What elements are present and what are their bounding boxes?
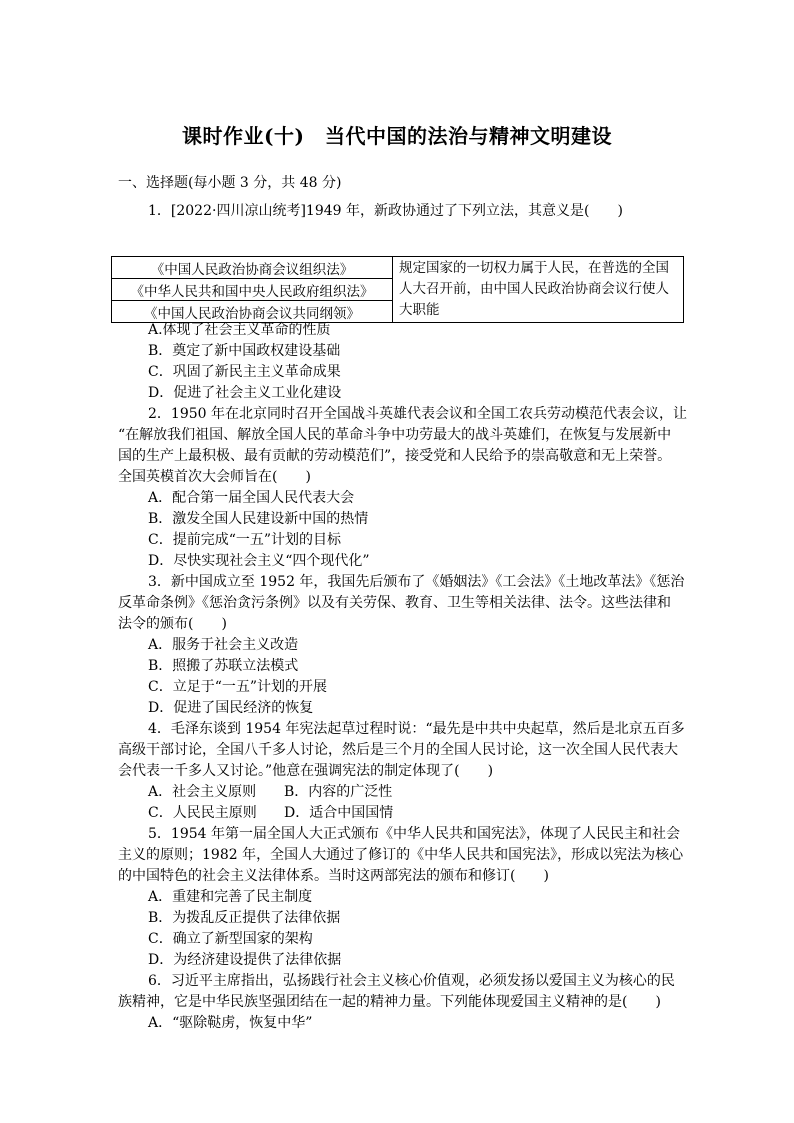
option-d: D．促进了社会主义工业化建设 (148, 385, 342, 401)
option-d: D．适合中国国情 (284, 805, 394, 821)
option-a: A．服务于社会主义改造 (148, 637, 299, 653)
question-4-line: 会代表一千多人又讨论。”他意在强调宪法的制定体现了( ) (118, 763, 494, 779)
significance-cell (393, 257, 684, 323)
question-2-line: 2．1950 年在北京同时召开全国战斗英雄代表会议和全国工农兵劳动模范代表会议，让 (148, 406, 687, 422)
option-c: C．立足于“一五”计划的开展 (148, 679, 328, 695)
question-2-line: 国的生产上最积极、最有贡献的劳动模范们”，接受党和人民给予的崇高敬意和无上荣誉。 (118, 448, 672, 464)
question-3-line: 法令的颁布( ) (118, 616, 227, 632)
option-a: A．“驱除鞑虏，恢复中华” (148, 1015, 313, 1031)
option-b: B．内容的广泛性 (284, 784, 393, 800)
option-b: B．激发全国人民建设新中国的热情 (148, 511, 369, 527)
question-3-line: 3．新中国成立至 1952 年，我国先后颁布了《婚姻法》《工会法》《土地改革法》《惩治 (148, 574, 685, 590)
question-5-line: 5．1954 年第一届全国人大正式颁布《中华人民共和国宪法》，体现了人民民主和社会 (148, 826, 680, 842)
question-5-line: 的中国特色的社会主义法律体系。当时这两部宪法的颁布和修订( ) (118, 868, 549, 884)
question-3-line: 反革命条例》《惩治贪污条例》以及有关劳保、教育、卫生等相关法律、法令。这些法律和 (118, 595, 671, 611)
option-b: B．奠定了新中国政权建设基础 (148, 343, 341, 359)
desc-line: 人大召开前，由中国人民政治协商会议行使人 (399, 281, 669, 297)
question-1-stem: 1．[2022·四川凉山统考]1949 年，新政协通过了下列立法，其意义是( ) (148, 203, 623, 219)
question-4-line: 4．毛泽东谈到 1954 年宪法起草过程时说：“最先是中共中央起草，然后是北京五百多 (148, 721, 685, 737)
question-6-line: 6．习近平主席指出，弘扬践行社会主义核心价值观，必须发扬以爱国主义为核心的民 (148, 973, 675, 989)
desc-line: 大职能 (399, 302, 440, 318)
option-row-cd (148, 803, 708, 824)
option-c: C．提前完成“一五”计划的目标 (148, 532, 342, 548)
desc-line: 规定国家的一切权力属于人民，在普选的全国 (399, 260, 669, 276)
option-c: C．确立了新型国家的架构 (148, 931, 313, 947)
law-cell: 《中国人民政治协商会议共同纲领》 (112, 301, 393, 323)
option-b: B．为拨乱反正提供了法律依据 (148, 910, 341, 926)
page-title: 课时作业(十) 当代中国的法治与精神文明建设 (182, 124, 612, 148)
law-cell: 《中华人民共和国中央人民政府组织法》 (112, 279, 393, 301)
option-b: B．照搬了苏联立法模式 (148, 658, 299, 674)
option-a: A．社会主义原则 (148, 784, 257, 800)
option-c: C．人民民主原则 (148, 805, 257, 821)
legislation-table (111, 256, 684, 323)
option-a: A．配合第一届全国人民代表大会 (148, 490, 355, 506)
option-d: D．为经济建设提供了法律依据 (148, 952, 342, 968)
question-2-line: 全国英模首次大会师旨在( ) (118, 469, 311, 485)
question-4-line: 高级干部讨论，全国八千多人讨论，然后是三个月的全国人民讨论，这一次全国人民代表大 (118, 742, 678, 758)
question-5-line: 主义的原则；1982 年，全国人大通过了修订的《中华人民共和国宪法》，形成以宪法为核心 (118, 847, 684, 863)
section-heading: 一、选择题(每小题 3 分，共 48 分) (118, 175, 342, 191)
option-d: D．促进了国民经济的恢复 (148, 700, 314, 716)
option-c: C．巩固了新民主主义革命成果 (148, 364, 341, 380)
law-cell: 《中国人民政治协商会议组织法》 (112, 257, 393, 279)
question-2-line: “在解放我们祖国、解放全国人民的革命斗争中功劳最大的战斗英雄们，在恢复与发展新中 (118, 427, 672, 443)
option-row-ab (148, 782, 708, 803)
question-6-line: 族精神，它是中华民族坚强团结在一起的精神力量。下列能体现爱国主义精神的是( ) (118, 994, 661, 1010)
option-a: A.体现了社会主义革命的性质 (148, 322, 331, 338)
option-a: A．重建和完善了民主制度 (148, 889, 313, 905)
option-d: D．尽快实现社会主义“四个现代化” (148, 553, 370, 569)
